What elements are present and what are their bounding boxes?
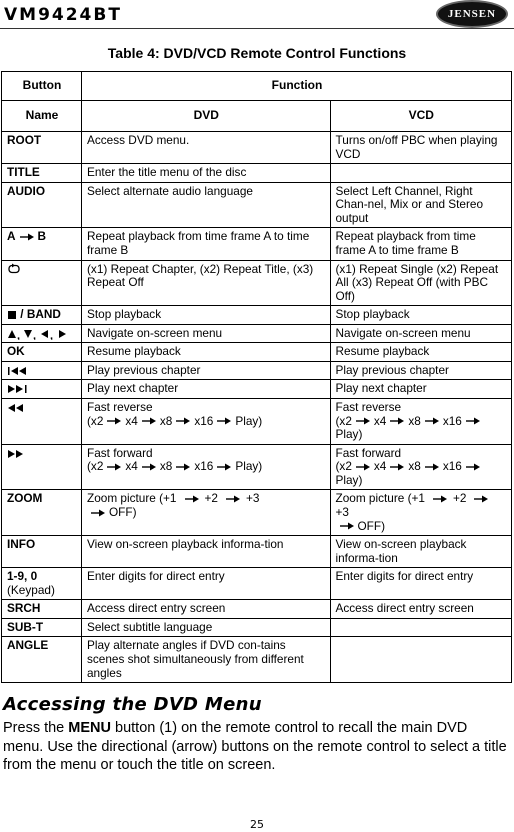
dvd-cell: (x1) Repeat Chapter, (x2) Repeat Title, (x3) Repeat Off — [82, 260, 331, 306]
dvd-cell: Enter the title menu of the disc — [82, 164, 331, 183]
arrow-right-icon — [425, 463, 439, 471]
zoom-step: +2 — [204, 491, 218, 506]
header-function: Function — [82, 72, 512, 101]
arrow-right-icon — [176, 417, 190, 425]
dvd-cell: Play previous chapter — [82, 361, 331, 380]
vcd-cell: View on-screen playback informa-tion — [330, 536, 512, 568]
svg-text:,: , — [17, 329, 21, 340]
header-dvd: DVD — [82, 101, 331, 132]
dvd-cell: Navigate on-screen menu — [82, 324, 331, 343]
zoom-step: +3 — [245, 491, 260, 506]
speed-sequence — [87, 460, 326, 474]
model-number: VM9424BT — [4, 5, 122, 25]
stop-icon — [7, 310, 17, 320]
button-name: SRCH — [2, 600, 82, 619]
arrow-right-icon — [142, 463, 156, 471]
arrow-right-icon — [217, 463, 231, 471]
button-name — [2, 306, 82, 325]
vcd-cell: Repeat playback from time frame A to time frame B — [330, 228, 512, 260]
table-row — [2, 343, 512, 362]
table-title: Table 4: DVD/VCD Remote Control Functions — [107, 45, 407, 61]
vcd-cell — [330, 164, 512, 183]
button-name — [2, 568, 82, 600]
arrow-right-icon — [433, 495, 447, 503]
fast-forward-label: Fast forward — [87, 445, 153, 460]
dvd-cell: Stop playback — [82, 306, 331, 325]
button-name — [2, 324, 82, 343]
logo-text: JENSEN — [447, 8, 497, 20]
dvd-cell: Play alternate angles if DVD con-tains scenes shot simultaneously from different angles — [82, 637, 331, 683]
header-button: Button — [2, 72, 82, 101]
table-row — [2, 600, 512, 619]
button-name: ZOOM — [2, 490, 82, 536]
button-name — [2, 260, 82, 306]
header-name: Name — [2, 101, 82, 132]
zoom-end: OFF) — [109, 504, 137, 519]
table-row — [2, 132, 512, 164]
fast-reverse-label: Fast reverse — [87, 400, 153, 414]
seq-step: x16 — [442, 459, 462, 474]
seq-step: x8 — [159, 413, 173, 428]
zoom-step: +2 — [453, 491, 467, 506]
zoom-label: Zoom picture (+1 — [87, 491, 177, 506]
vcd-cell: Play next chapter — [330, 380, 512, 399]
seq-step: x8 — [159, 459, 173, 474]
button-name: SUB-T — [2, 618, 82, 637]
arrow-right-icon — [107, 463, 121, 471]
page-header — [0, 0, 514, 30]
vcd-cell: Play previous chapter — [330, 361, 512, 380]
seq-step: x16 — [194, 459, 214, 474]
table-row — [2, 380, 512, 399]
button-name — [2, 444, 82, 490]
table-row — [2, 260, 512, 306]
dvd-cell: Repeat playback from time frame A to time frame B — [82, 228, 331, 260]
fast-reverse-icon — [7, 403, 27, 413]
vcd-cell: Select Left Channel, Right Chan-nel, Mix or and Stereo output — [330, 182, 512, 228]
vcd-cell — [330, 490, 512, 536]
vcd-cell — [330, 618, 512, 637]
seq-end: Play) — [235, 459, 263, 474]
keypad-label: 1-9, 0 — [7, 569, 38, 584]
arrow-right-icon — [466, 463, 480, 471]
button-name: OK — [2, 343, 82, 362]
dvd-cell: Access DVD menu. — [82, 132, 331, 164]
arrow-right-icon — [474, 495, 488, 503]
arrow-right-icon — [466, 417, 480, 425]
vcd-cell: Navigate on-screen menu — [330, 324, 512, 343]
button-name — [2, 380, 82, 399]
seq-open: (x2 — [335, 413, 352, 428]
seq-step: x4 — [125, 413, 138, 428]
button-name — [2, 399, 82, 445]
table-row — [2, 637, 512, 683]
table-row — [2, 490, 512, 536]
menu-keyword: MENU — [68, 720, 111, 736]
fast-forward-label: Fast forward — [335, 445, 402, 460]
arrow-right-icon — [390, 417, 404, 425]
seq-end: Play) — [335, 472, 363, 487]
seq-step: x16 — [442, 413, 462, 428]
header-vcd: VCD — [330, 101, 512, 132]
speed-sequence — [336, 460, 508, 487]
dvd-cell: Enter digits for direct entry — [82, 568, 331, 600]
zoom-end: OFF) — [357, 518, 386, 533]
vcd-cell — [330, 399, 512, 445]
seq-step: x4 — [373, 459, 387, 474]
speed-sequence — [336, 415, 508, 442]
band-label: / BAND — [20, 307, 61, 322]
vcd-cell: Resume playback — [330, 343, 512, 362]
button-name — [2, 228, 82, 260]
repeat-icon — [7, 263, 21, 275]
direction-arrows-icon — [7, 328, 73, 340]
vcd-cell: Enter digits for direct entry — [330, 568, 512, 600]
arrow-right-icon — [390, 463, 404, 471]
vcd-cell: Stop playback — [330, 306, 512, 325]
header-rule — [0, 28, 514, 29]
button-name: ANGLE — [2, 637, 82, 683]
table-row — [2, 536, 512, 568]
dvd-cell: Play next chapter — [82, 380, 331, 399]
button-name: ROOT — [2, 132, 82, 164]
vcd-cell: (x1) Repeat Single (x2) Repeat All (x3) Repeat Off (with PBC Off) — [330, 260, 512, 306]
dvd-cell: Resume playback — [82, 343, 331, 362]
zoom-step: +3 — [335, 504, 349, 519]
arrow-right-icon — [217, 417, 231, 425]
vcd-cell — [330, 637, 512, 683]
vcd-cell: Turns on/off PBC when playing VCD — [330, 132, 512, 164]
table-row — [2, 228, 512, 260]
seq-step: x16 — [194, 413, 214, 428]
fast-forward-icon — [7, 449, 27, 459]
vcd-cell: Access direct entry screen — [330, 600, 512, 619]
arrow-right-icon — [425, 417, 439, 425]
table-row — [2, 618, 512, 637]
dvd-cell: View on-screen playback informa-tion — [82, 536, 331, 568]
functions-table — [1, 71, 512, 683]
arrow-right-icon — [91, 509, 105, 517]
table-row — [2, 306, 512, 325]
seq-open: (x2 — [87, 413, 104, 428]
arrow-right-icon — [107, 417, 121, 425]
table-row — [2, 164, 512, 183]
seq-step: x8 — [408, 413, 421, 428]
seq-open: (x2 — [335, 459, 352, 474]
dvd-cell: Access direct entry screen — [82, 600, 331, 619]
keypad-sublabel: (Keypad) — [7, 582, 55, 597]
jensen-logo — [436, 0, 508, 28]
next-chapter-icon — [7, 384, 29, 394]
seq-step: x8 — [408, 459, 421, 474]
button-name: INFO — [2, 536, 82, 568]
seq-end: Play) — [335, 427, 363, 442]
table-row — [2, 399, 512, 445]
svg-text:,: , — [33, 329, 37, 340]
dvd-cell — [82, 399, 331, 445]
fast-reverse-label: Fast reverse — [335, 400, 402, 414]
page-number: 25 — [250, 818, 264, 831]
arrow-right-icon — [356, 417, 370, 425]
arrow-right-icon — [226, 495, 240, 503]
arrow-right-icon — [20, 233, 34, 241]
arrow-right-icon — [356, 463, 370, 471]
section-paragraph — [3, 719, 511, 775]
arrow-right-icon — [176, 463, 190, 471]
table-row — [2, 568, 512, 600]
button-b-label: B — [37, 229, 47, 244]
table-row — [2, 182, 512, 228]
vcd-cell — [330, 444, 512, 490]
seq-step: x4 — [373, 413, 387, 428]
dvd-cell: Select alternate audio language — [82, 182, 331, 228]
arrow-right-icon — [142, 417, 156, 425]
button-name — [2, 361, 82, 380]
svg-text:,: , — [50, 329, 54, 340]
button-name: AUDIO — [2, 182, 82, 228]
paragraph-end: button (1) on the remote control to recall the main DVD menu. Use the directional (arrow) buttons on the remote control to select a title from the menu or touch the title on screen. — [3, 720, 507, 774]
button-name: TITLE — [2, 164, 82, 183]
speed-sequence — [87, 415, 326, 429]
dvd-cell — [82, 444, 331, 490]
arrow-right-icon — [185, 495, 199, 503]
section-title: Accessing the DVD Menu — [3, 694, 262, 715]
button-a-label: A — [7, 229, 16, 244]
previous-chapter-icon — [7, 366, 29, 376]
seq-open: (x2 — [87, 459, 104, 474]
arrow-right-icon — [340, 522, 354, 530]
table-row — [2, 361, 512, 380]
zoom-label: Zoom picture (+1 — [335, 491, 425, 506]
table-row — [2, 444, 512, 490]
seq-step: x4 — [125, 459, 138, 474]
table-row — [2, 324, 512, 343]
seq-end: Play) — [235, 413, 263, 428]
dvd-cell: Select subtitle language — [82, 618, 331, 637]
paragraph-start: Press the — [3, 720, 69, 736]
dvd-cell — [82, 490, 331, 536]
